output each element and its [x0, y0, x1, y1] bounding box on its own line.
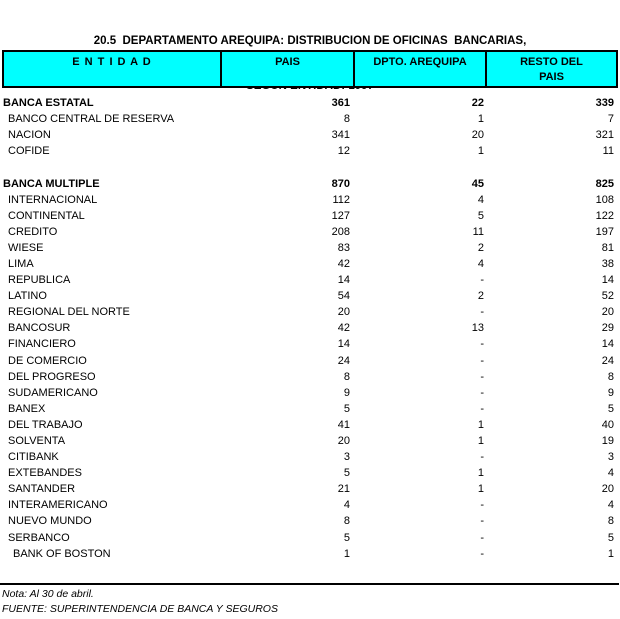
- resto-del-pais-value-cell: 9: [607, 386, 614, 399]
- resto-del-pais-value-cell: 321: [595, 129, 614, 142]
- table-row: [0, 449, 618, 465]
- column-header-pais: PAIS: [222, 52, 355, 86]
- pais-value-cell: 20: [337, 306, 350, 319]
- dpto-arequipa-value-cell: -: [480, 306, 484, 319]
- column-header-resto-line-2: PAIS: [539, 71, 564, 83]
- entity-cell: NUEVO MUNDO: [8, 515, 92, 528]
- resto-del-pais-value-cell: 3: [607, 451, 614, 464]
- entity-cell: SERBANCO: [8, 531, 70, 544]
- dpto-arequipa-value-cell: 4: [477, 257, 484, 270]
- pais-value-cell: 24: [337, 354, 350, 367]
- resto-del-pais-value-cell: 19: [601, 435, 614, 448]
- entity-cell: DEL PROGRESO: [8, 370, 96, 383]
- table-row: [0, 336, 618, 352]
- column-header-dpto-arequipa: DPTO. AREQUIPA: [355, 52, 487, 86]
- table-row: [0, 385, 618, 401]
- entity-cell: BANK OF BOSTON: [13, 547, 111, 560]
- source-note: FUENTE: SUPERINTENDENCIA DE BANCA Y SEGUROS: [2, 603, 278, 615]
- resto-del-pais-value-cell: 108: [595, 193, 614, 206]
- pais-value-cell: 341: [331, 129, 350, 142]
- footnote: Nota: Al 30 de abril.: [2, 588, 94, 600]
- dpto-arequipa-value-cell: -: [480, 451, 484, 464]
- entity-cell: BANEX: [8, 402, 46, 415]
- dpto-arequipa-value-cell: 1: [477, 435, 484, 448]
- pais-value-cell: 12: [337, 145, 350, 158]
- entity-cell: BANCO CENTRAL DE RESERVA: [8, 113, 175, 126]
- resto-del-pais-value-cell: 40: [601, 418, 614, 431]
- blank-row: [0, 159, 618, 175]
- pais-value-cell: 3: [343, 451, 350, 464]
- resto-del-pais-value-cell: 20: [601, 483, 614, 496]
- resto-del-pais-value-cell: 8: [607, 515, 614, 528]
- dpto-arequipa-value-cell: -: [480, 499, 484, 512]
- dpto-arequipa-value-cell: 1: [477, 113, 484, 126]
- resto-del-pais-value-cell: 8: [607, 370, 614, 383]
- table-row: [0, 256, 618, 272]
- resto-del-pais-value-cell: 81: [601, 241, 614, 254]
- resto-del-pais-value-cell: 1: [607, 547, 614, 560]
- pais-value-cell: 41: [337, 418, 350, 431]
- resto-del-pais-value-cell: 29: [601, 322, 614, 335]
- table-row: [0, 481, 618, 497]
- entity-cell: SUDAMERICANO: [8, 386, 98, 399]
- dpto-arequipa-value-cell: -: [480, 531, 484, 544]
- pais-value-cell: 870: [331, 177, 350, 190]
- dpto-arequipa-value-cell: 1: [477, 418, 484, 431]
- entity-cell: DE COMERCIO: [8, 354, 87, 367]
- dpto-arequipa-value-cell: 1: [477, 467, 484, 480]
- table-row: [0, 353, 618, 369]
- table-row: [0, 530, 618, 546]
- dpto-arequipa-value-cell: 45: [471, 177, 484, 190]
- pais-value-cell: 8: [343, 515, 350, 528]
- pais-value-cell: 54: [337, 290, 350, 303]
- table-row: [0, 288, 618, 304]
- column-header-entidad: E N T I D A D: [4, 52, 222, 86]
- column-header-resto-line-1: RESTO DEL: [520, 56, 583, 68]
- table-row: [0, 465, 618, 481]
- table-row: [0, 417, 618, 433]
- pais-value-cell: 83: [337, 241, 350, 254]
- table-body: [0, 95, 618, 562]
- table-row: [0, 433, 618, 449]
- pais-value-cell: 9: [343, 386, 350, 399]
- table-row: [0, 513, 618, 529]
- dpto-arequipa-value-cell: 2: [477, 241, 484, 254]
- resto-del-pais-value-cell: 5: [607, 402, 614, 415]
- table-row: [0, 127, 618, 143]
- pais-value-cell: 361: [331, 97, 350, 110]
- entity-cell: EXTEBANDES: [8, 467, 82, 480]
- dpto-arequipa-value-cell: -: [480, 338, 484, 351]
- pais-value-cell: 112: [332, 193, 350, 206]
- dpto-arequipa-value-cell: 2: [477, 290, 484, 303]
- resto-del-pais-value-cell: 5: [607, 531, 614, 544]
- resto-del-pais-value-cell: 339: [595, 97, 614, 110]
- table-row: [0, 272, 618, 288]
- entity-cell: LIMA: [8, 257, 34, 270]
- table-row: [0, 320, 618, 336]
- table-row: [0, 497, 618, 513]
- pais-value-cell: 8: [343, 113, 350, 126]
- entity-cell: CREDITO: [8, 225, 58, 238]
- dpto-arequipa-value-cell: -: [480, 370, 484, 383]
- dpto-arequipa-value-cell: -: [480, 354, 484, 367]
- table-row: [0, 208, 618, 224]
- resto-del-pais-value-cell: 197: [595, 225, 614, 238]
- entity-cell: BANCA MULTIPLE: [3, 177, 100, 190]
- pais-value-cell: 5: [343, 467, 350, 480]
- resto-del-pais-value-cell: 7: [607, 113, 614, 126]
- dpto-arequipa-value-cell: 1: [477, 145, 484, 158]
- pais-value-cell: 14: [337, 274, 350, 287]
- title-line-1: 20.5 DEPARTAMENTO AREQUIPA: DISTRIBUCION DE OFICINAS BANCARIAS,: [93, 35, 527, 47]
- footer-rule: [0, 583, 619, 585]
- resto-del-pais-value-cell: 4: [607, 467, 614, 480]
- table-row: [0, 95, 618, 111]
- entity-cell: FINANCIERO: [8, 338, 76, 351]
- pais-value-cell: 21: [337, 483, 350, 496]
- pais-value-cell: 42: [337, 257, 350, 270]
- dpto-arequipa-value-cell: 5: [477, 209, 484, 222]
- pais-value-cell: 127: [331, 209, 350, 222]
- dpto-arequipa-value-cell: -: [480, 274, 484, 287]
- resto-del-pais-value-cell: 52: [601, 290, 614, 303]
- resto-del-pais-value-cell: 14: [601, 338, 614, 351]
- dpto-arequipa-value-cell: -: [480, 386, 484, 399]
- entity-cell: BANCA ESTATAL: [3, 97, 94, 110]
- entity-cell: REPUBLICA: [8, 274, 71, 287]
- pais-value-cell: 42: [337, 322, 350, 335]
- resto-del-pais-value-cell: 11: [602, 145, 614, 158]
- entity-cell: CONTINENTAL: [8, 209, 85, 222]
- dpto-arequipa-value-cell: -: [480, 547, 484, 560]
- pais-value-cell: 14: [337, 338, 350, 351]
- entity-cell: REGIONAL DEL NORTE: [8, 306, 130, 319]
- table-row: [0, 304, 618, 320]
- entity-cell: CITIBANK: [8, 451, 59, 464]
- entity-cell: DEL TRABAJO: [8, 418, 83, 431]
- dpto-arequipa-value-cell: 13: [471, 322, 484, 335]
- pais-value-cell: 208: [331, 225, 350, 238]
- entity-cell: WIESE: [8, 241, 44, 254]
- entity-cell: BANCOSUR: [8, 322, 71, 335]
- dpto-arequipa-value-cell: 20: [471, 129, 484, 142]
- pais-value-cell: 20: [337, 435, 350, 448]
- entity-cell: SOLVENTA: [8, 435, 66, 448]
- resto-del-pais-value-cell: 20: [601, 306, 614, 319]
- entity-cell: INTERAMERICANO: [8, 499, 108, 512]
- resto-del-pais-value-cell: 38: [601, 257, 614, 270]
- resto-del-pais-value-cell: 825: [595, 177, 614, 190]
- table-row: [0, 192, 618, 208]
- table-row: [0, 546, 618, 562]
- pais-value-cell: 4: [343, 499, 350, 512]
- dpto-arequipa-value-cell: 22: [471, 97, 484, 110]
- dpto-arequipa-value-cell: 4: [477, 193, 484, 206]
- pais-value-cell: 8: [343, 370, 350, 383]
- table-header-row: [2, 50, 618, 88]
- table-row: [0, 143, 618, 159]
- entity-cell: INTERNACIONAL: [8, 193, 98, 206]
- pais-value-cell: 5: [343, 531, 350, 544]
- dpto-arequipa-value-cell: -: [480, 402, 484, 415]
- table-row: [0, 224, 618, 240]
- resto-del-pais-value-cell: 4: [607, 499, 614, 512]
- table-row: [0, 369, 618, 385]
- entity-cell: LATINO: [8, 290, 47, 303]
- entity-cell: COFIDE: [8, 145, 50, 158]
- table-row: [0, 175, 618, 191]
- dpto-arequipa-value-cell: -: [480, 515, 484, 528]
- table-row: [0, 111, 618, 127]
- column-header-resto-del-pais: [487, 52, 616, 86]
- entity-cell: NACION: [8, 129, 51, 142]
- dpto-arequipa-value-cell: 11: [472, 225, 484, 238]
- entity-cell: SANTANDER: [8, 483, 76, 496]
- resto-del-pais-value-cell: 122: [595, 209, 614, 222]
- resto-del-pais-value-cell: 14: [601, 274, 614, 287]
- pais-value-cell: 1: [343, 547, 350, 560]
- dpto-arequipa-value-cell: 1: [477, 483, 484, 496]
- resto-del-pais-value-cell: 24: [601, 354, 614, 367]
- pais-value-cell: 5: [343, 402, 350, 415]
- table-row: [0, 401, 618, 417]
- table-row: [0, 240, 618, 256]
